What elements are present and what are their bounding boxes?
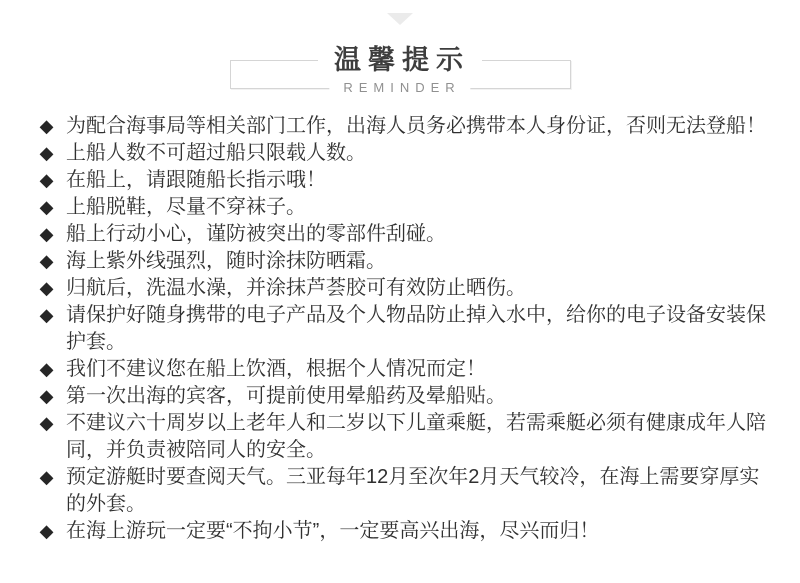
diamond-bullet-icon: ◆ [39,197,54,217]
reminder-text: 预定游艇时要查阅天气。三亚每年12月至次年2月天气较冷，在海上需要穿厚实的外套。 [66,466,760,515]
reminder-text: 不建议六十周岁以上老年人和二岁以下儿童乘艇，若需乘艇必须有健康成年人陪同，并负责被陪同人的安全。 [66,412,766,461]
page-title: 温馨提示 [318,44,482,77]
reminder-text: 在船上，请跟随船长指示哦！ [66,169,326,191]
diamond-bullet-icon: ◆ [39,170,54,190]
diamond-bullet-icon: ◆ [39,386,54,406]
reminder-item [38,140,778,167]
reminder-text: 请保护好随身携带的电子产品及个人物品防止掉入水中，给你的电子设备安装保护套。 [66,304,766,353]
reminder-item [38,518,778,545]
reminder-item [38,356,778,383]
diamond-bullet-icon: ◆ [39,359,54,379]
reminder-text: 第一次出海的宾客，可提前使用晕船药及晕船贴。 [66,385,506,407]
reminder-text: 海上紫外线强烈，随时涂抹防晒霜。 [66,250,386,272]
diamond-bullet-icon: ◆ [39,413,54,433]
header-frame [230,45,571,95]
triangle-down-icon [387,13,413,25]
reminder-item [38,194,778,221]
diamond-bullet-icon: ◆ [39,278,54,298]
reminder-item [38,302,778,356]
reminder-item [38,275,778,302]
page-subtitle: REMINDER [329,78,470,98]
reminder-text: 归航后，洗温水澡，并涂抹芦荟胶可有效防止晒伤。 [66,277,526,299]
reminder-item [38,383,778,410]
reminder-text: 上船人数不可超过船只限载人数。 [66,142,366,164]
reminder-text: 我们不建议您在船上饮酒，根据个人情况而定！ [66,358,486,380]
diamond-bullet-icon: ◆ [39,116,54,136]
reminder-item [38,410,778,464]
diamond-bullet-icon: ◆ [39,143,54,163]
reminder-text: 船上行动小心，谨防被突出的零部件刮碰。 [66,223,446,245]
reminder-text: 为配合海事局等相关部门工作，出海人员务必携带本人身份证，否则无法登船！ [66,115,766,137]
reminder-item [38,113,778,140]
reminder-item [38,167,778,194]
diamond-bullet-icon: ◆ [39,521,54,541]
reminder-text: 上船脱鞋，尽量不穿袜子。 [66,196,306,218]
reminder-text: 在海上游玩一定要“不拘小节”，一定要高兴出海，尽兴而归！ [66,520,600,542]
reminder-list [38,113,778,545]
reminder-item [38,248,778,275]
diamond-bullet-icon: ◆ [39,305,54,325]
reminder-item [38,464,778,518]
reminder-item [38,221,778,248]
diamond-bullet-icon: ◆ [39,467,54,487]
diamond-bullet-icon: ◆ [39,251,54,271]
diamond-bullet-icon: ◆ [39,224,54,244]
